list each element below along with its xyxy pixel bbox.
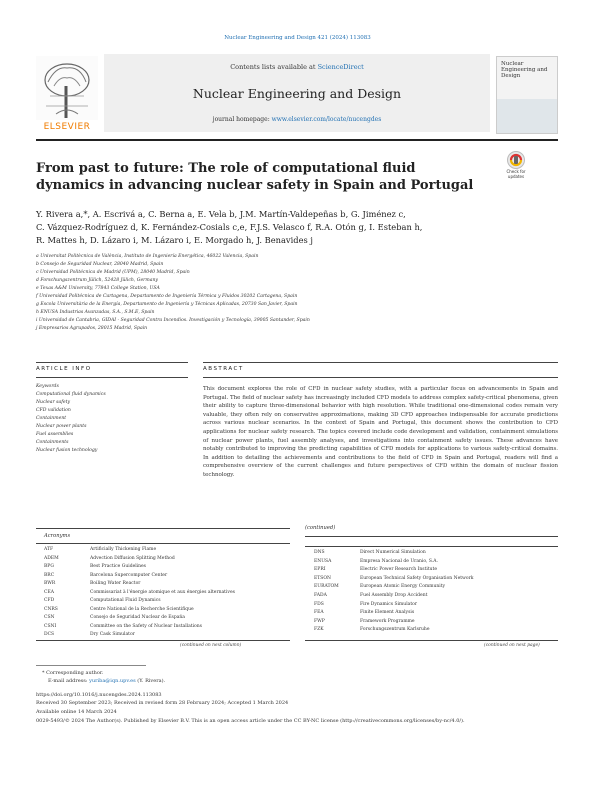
header-divider bbox=[36, 139, 558, 141]
masthead bbox=[104, 54, 490, 132]
acronym-definition: Empresa Nacional de Uranio, S.A. bbox=[360, 558, 438, 564]
acronyms-rule-header bbox=[36, 543, 290, 544]
acronyms-rule-bottom bbox=[36, 640, 290, 641]
abstract-text: This document explores the role of CFD in nuclear safety studies, with a particular focus on advancements in Spain and Portugal. The field of nuclear safety has increasingly included CFD models to address complex safety-critical phenomena, given their ability to capture three-dimensional behavior with high resolution. While traditional one-dimensional codes remain very valuable, they often rely on conservative approximations, making 3D CFD approaches indispensable for accurate predictions across various nuclear scenarios. In the context of Spain and Portugal, this document shows the contribution to CFD applications for nuclear safety research. The topics covered include code development and validation, containment simulations of nuclear power plants, fuel assembly analyses, and investigations into containment safety issues. These advances have notably contributed to improving the predicting capabilities of CFD models for applications to various safety-critical domains. In addition to detailing the achievements and contributions to the field of CFD in Spain and Portugal, readers will find a comprehensive overview of the current challenges and future perspectives of CFD within the domain of nuclear fission technology. bbox=[203, 386, 558, 478]
acronym-definition: Dry Cask Simulator bbox=[90, 632, 135, 637]
affiliation: g Escola Universitària de la Energía, Departamento de Ingeniería y Técnicas Aplicadas, 20730 San Javier, Spain bbox=[36, 302, 298, 307]
acronym-definition: Commissariat à l'énergie atomique et aux énergies alternatives bbox=[90, 589, 235, 595]
acronym-definition: European Technical Safety Organisation Network bbox=[360, 575, 474, 581]
cover-title: Nuclear Engineering and Design bbox=[501, 61, 548, 79]
acronym-definition: Advection Diffusion Splitting Method bbox=[90, 555, 175, 561]
acronym-definition: Barcelona Supercomputer Center bbox=[90, 572, 168, 578]
acronym-row bbox=[314, 593, 554, 602]
publisher-name: ELSEVIER bbox=[43, 122, 91, 132]
acronym-row bbox=[44, 590, 284, 599]
email-line bbox=[48, 678, 165, 684]
abstract-rule bbox=[203, 362, 558, 363]
acronyms-right-rule-top bbox=[305, 536, 558, 537]
acronym-definition: Best Practice Guidelines bbox=[90, 564, 146, 569]
acronym-abbreviation: CSN bbox=[44, 615, 55, 620]
acronym-row bbox=[44, 581, 284, 590]
sciencedirect-link[interactable]: ScienceDirect bbox=[317, 63, 364, 71]
contents-line bbox=[104, 63, 490, 71]
acronym-definition: Forschungszentrum Karlsruhe bbox=[360, 627, 430, 633]
acronym-definition: Consejo de Seguridad Nuclear de España bbox=[90, 615, 185, 620]
acronym-abbreviation: BRC bbox=[44, 572, 55, 578]
keyword: Containments bbox=[36, 440, 69, 445]
contents-prefix: Contents lists available at bbox=[230, 63, 316, 71]
acronym-abbreviation: EPRI bbox=[314, 567, 326, 573]
acronym-abbreviation: CFD bbox=[44, 598, 55, 603]
acronym-definition: Committee on the Safety of Nuclear Installations bbox=[90, 623, 202, 629]
affiliation: e Texas A&M University, 77843 College Station, USA bbox=[36, 286, 160, 291]
check-updates-badge[interactable] bbox=[503, 150, 529, 180]
footnote-rule bbox=[36, 665, 146, 666]
article-info-heading: ARTICLE INFO bbox=[36, 366, 92, 372]
acronym-row bbox=[314, 619, 554, 628]
received-dates: Received 30 September 2023; Received in revised form 28 February 2024; Accepted 1 March 2024 bbox=[36, 700, 289, 706]
acronyms-heading: Acronyms bbox=[44, 533, 71, 539]
acronym-row bbox=[44, 564, 284, 573]
acronym-definition: Computational Fluid Dynamics bbox=[90, 598, 161, 603]
keyword: Computational fluid dynamics bbox=[36, 392, 106, 397]
keyword: Nuclear fusion technology bbox=[36, 448, 98, 453]
acronym-abbreviation: ADEM bbox=[44, 555, 59, 561]
author-list bbox=[36, 208, 556, 247]
author-line[interactable]: C. Vázquez-Rodríguez d, K. Fernández-Cosials c,e, F.J.S. Velasco f, R.A. Otón g, I. Esteban h, bbox=[36, 222, 423, 232]
acronym-definition: Electric Power Research Institute bbox=[360, 567, 438, 573]
acronyms-right-rule-bottom bbox=[305, 640, 558, 641]
acronym-row bbox=[44, 547, 284, 556]
acronym-row bbox=[44, 615, 284, 624]
acronym-abbreviation: ATF bbox=[44, 547, 54, 552]
abstract-heading: ABSTRACT bbox=[203, 366, 244, 372]
homepage-link[interactable]: www.elsevier.com/locate/nucengdes bbox=[271, 116, 382, 123]
homepage-line bbox=[104, 116, 490, 123]
keyword: Nuclear power plants bbox=[36, 424, 87, 429]
email-label: E-mail address: bbox=[48, 678, 88, 684]
author-line[interactable]: Y. Rivera a,*, A. Escrivá a, C. Berna a, E. Vela b, J.M. Martín-Valdepeñas b, G. Jiménez c, bbox=[36, 209, 406, 219]
journal-cover[interactable] bbox=[496, 56, 558, 134]
acronyms-right-rule-header bbox=[305, 546, 558, 547]
license-text: 0029-5493/© 2024 The Author(s). Published by Elsevier B.V. This is an open access article under the CC BY-NC license (http://creativecommons.org/licenses/by-nc/4.0/). bbox=[36, 718, 465, 724]
acronym-abbreviation: CEA bbox=[44, 589, 54, 595]
acronym-abbreviation: FWP bbox=[314, 618, 325, 624]
acronym-abbreviation: DNS bbox=[314, 550, 325, 555]
keyword: Fuel assemblies bbox=[36, 432, 74, 437]
keyword: CFD validation bbox=[36, 408, 71, 413]
acronym-row bbox=[44, 598, 284, 607]
acronym-abbreviation: FEA bbox=[314, 610, 324, 616]
keyword: Nuclear safety bbox=[36, 400, 71, 405]
acronym-row bbox=[314, 627, 554, 636]
journal-header bbox=[36, 52, 558, 134]
acronym-definition: Framework Programme bbox=[360, 618, 415, 624]
affiliation: d Forschungszentrum Jülich, 52428 Jülich, Germany bbox=[36, 278, 159, 283]
continued-note-right: (continued on next page) bbox=[484, 643, 540, 648]
acronym-row bbox=[44, 556, 284, 565]
acronym-abbreviation: FADA bbox=[314, 593, 327, 598]
corresponding-author-note: * Corresponding author. bbox=[42, 670, 104, 676]
acronym-abbreviation: FDS bbox=[314, 601, 324, 607]
journal-title: Nuclear Engineering and Design bbox=[192, 86, 402, 101]
doi-link[interactable]: https://doi.org/10.1016/j.nucengdes.2024.113083 bbox=[36, 692, 162, 698]
continued-heading: (continued) bbox=[305, 525, 336, 531]
acronym-row bbox=[44, 607, 284, 616]
acronym-definition: Fuel Assembly Drop Accident bbox=[360, 593, 428, 598]
keywords-label: Keywords bbox=[36, 384, 59, 389]
acronym-row bbox=[314, 610, 554, 619]
acronym-abbreviation: DCS bbox=[44, 632, 55, 637]
acronym-row bbox=[314, 559, 554, 568]
acronym-row bbox=[44, 573, 284, 582]
article-info-rule bbox=[36, 362, 188, 363]
email-name: (Y. Rivera). bbox=[137, 678, 166, 684]
acronym-definition: European Atomic Energy Community bbox=[360, 584, 446, 590]
affiliation: c Universidad Politécnica de Madrid (UPM), 28040 Madrid, Spain bbox=[36, 270, 190, 275]
acronym-definition: Direct Numerical Simulation bbox=[360, 550, 426, 555]
available-online: Available online 14 March 2024 bbox=[36, 709, 117, 715]
acronym-definition: Artificially Thickening Flame bbox=[90, 547, 157, 552]
acronym-row bbox=[314, 567, 554, 576]
acronym-row bbox=[44, 624, 284, 633]
tree-emblem-icon bbox=[36, 56, 98, 120]
article-title: From past to future: The role of computational fluid dynamics in advancing nuclear safety in Spain and Portugal bbox=[36, 161, 474, 193]
acronym-abbreviation: BWR bbox=[44, 581, 56, 586]
affiliation: j Empresarios Agrupados, 28015 Madrid, Spain bbox=[36, 326, 148, 331]
acronym-abbreviation: EURATOM bbox=[314, 584, 339, 590]
check-updates-label: Check for updates bbox=[506, 169, 526, 179]
affiliation: i Universidad de Cantabria, GIDAI - Seguridad Contra Incendios. Investigación y Tecnología, 39005 Santander, Spain bbox=[36, 318, 310, 323]
author-line[interactable]: R. Mattes h, D. Lázaro i, M. Lázaro i, E. Morgado h, J. Benavides j bbox=[36, 235, 313, 245]
acronym-definition: Centre National de la Recherche Scientifique bbox=[90, 606, 194, 612]
acronym-definition: Boiling Water Reactor bbox=[90, 581, 141, 586]
check-updates-icon bbox=[503, 150, 529, 170]
acronym-abbreviation: CSNI bbox=[44, 623, 57, 629]
acronym-abbreviation: CNRS bbox=[44, 606, 58, 612]
affiliation: b Consejo de Seguridad Nuclear, 28040 Madrid, Spain bbox=[36, 262, 164, 267]
acronym-abbreviation: BPG bbox=[44, 564, 54, 569]
acronym-abbreviation: ENUSA bbox=[314, 558, 332, 564]
acronym-abbreviation: ETSON bbox=[314, 575, 331, 581]
keyword: Containment bbox=[36, 416, 67, 421]
acronym-row bbox=[314, 602, 554, 611]
acronym-row bbox=[314, 584, 554, 593]
acronyms-right-list bbox=[314, 550, 554, 640]
affiliation: a Universitat Politècnica de València, Instituto de Ingeniería Energética, 46022 Valencia, Spain bbox=[36, 254, 259, 259]
abstract-rule-bottom bbox=[203, 377, 558, 378]
affiliation: h ENUSA Industrias Avanzadas, S.A., S.M.E, Spain bbox=[36, 310, 155, 315]
email-link[interactable]: yuriba@iqn.upv.es bbox=[89, 678, 136, 684]
cover-image bbox=[497, 99, 557, 133]
acronym-definition: Finite Element Analysis bbox=[360, 610, 415, 616]
homepage-prefix: journal homepage: bbox=[212, 116, 270, 123]
acronyms-left-list bbox=[44, 547, 284, 643]
article-info-rule-bottom bbox=[36, 377, 188, 378]
journal-reference[interactable]: Nuclear Engineering and Design 421 (2024) 113083 bbox=[224, 35, 371, 41]
acronyms-rule-top bbox=[36, 528, 290, 529]
acronym-row bbox=[314, 550, 554, 559]
acronym-definition: Fire Dynamics Simulator bbox=[360, 601, 417, 607]
continued-note-left: (continued on next column) bbox=[180, 643, 242, 648]
elsevier-logo[interactable] bbox=[36, 56, 98, 132]
affiliation: f Universidad Politécnica de Cartagena, Departamento de Ingeniería Térmica y Fluidos 30202 Cartagena, Spain bbox=[36, 294, 298, 299]
acronym-abbreviation: FZK bbox=[314, 627, 324, 633]
